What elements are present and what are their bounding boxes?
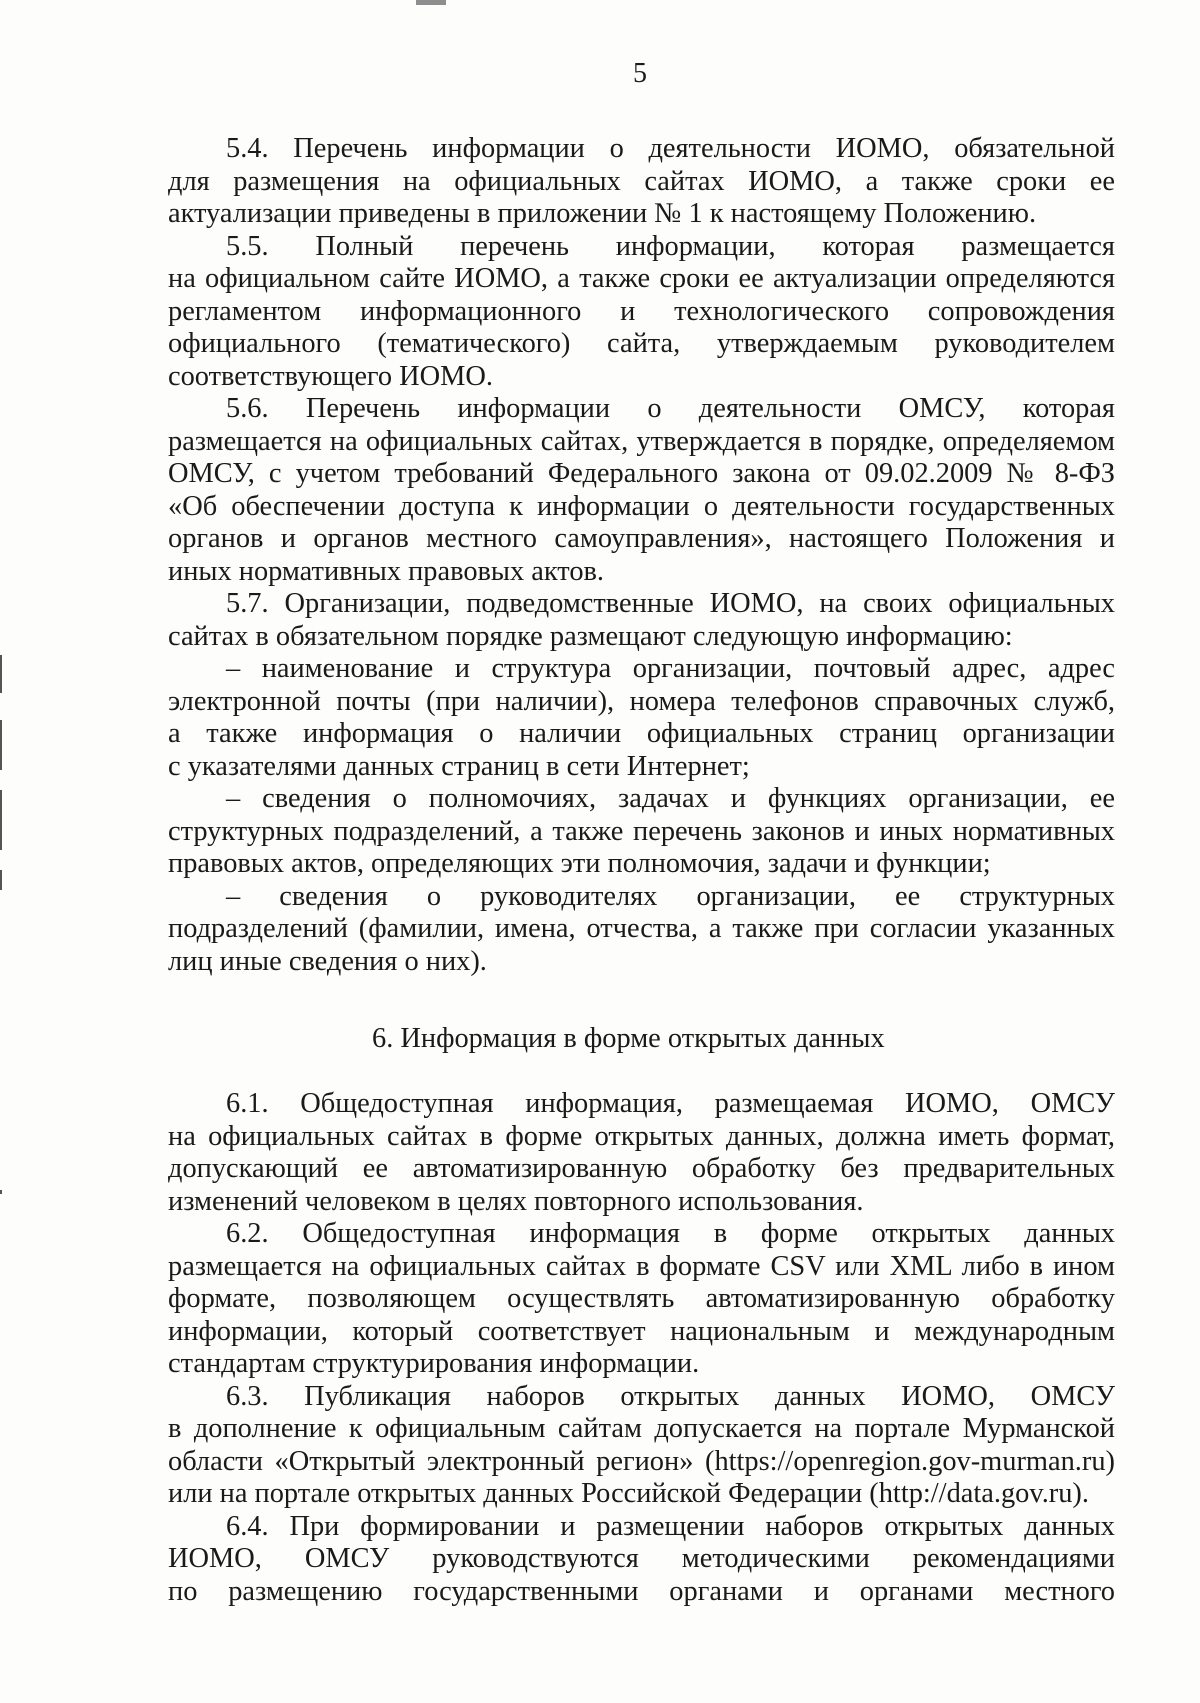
text-line: а также информация о наличии официальных страниц организации bbox=[168, 718, 1115, 749]
text-line: – сведения о полномочиях, задачах и функциях организации, ее bbox=[226, 783, 1115, 814]
text-line: 5.4. Перечень информации о деятельности ИОМО, обязательной bbox=[226, 133, 1115, 164]
text-line: по размещению государственными органами и органами местного bbox=[168, 1575, 1115, 1607]
text-line: актуализации приведены в приложении № 1 к настоящему Положению. bbox=[168, 198, 1037, 229]
text-line: 6.4. При формировании и размещении наборов открытых данных bbox=[226, 1510, 1115, 1542]
text-line: на официальных сайтах в форме открытых данных, должна иметь формат, bbox=[168, 1120, 1115, 1152]
text-line: органов и органов местного самоуправления», настоящего Положения и bbox=[168, 523, 1115, 554]
text-line: 5.7. Организации, подведомственные ИОМО, на своих официальных bbox=[226, 588, 1115, 619]
text-line: в дополнение к официальным сайтам допускается на портале Мурманской bbox=[168, 1413, 1115, 1444]
text-line: с указателями данных страниц в сети Интернет; bbox=[168, 750, 750, 782]
text-line: изменений человеком в целях повторного использования. bbox=[168, 1185, 864, 1217]
text-line: области «Открытый электронный регион» (https://openregion.gov-murman.ru) bbox=[168, 1445, 1115, 1477]
text-line: формате, позволяющем осуществлять автоматизированную обработку bbox=[168, 1283, 1115, 1314]
text-line: 5.5. Полный перечень информации, которая размещается bbox=[226, 230, 1115, 262]
text-line: иных нормативных правовых актов. bbox=[168, 555, 605, 587]
text-line: – наименование и структура организации, почтовый адрес, адрес bbox=[226, 653, 1115, 684]
text-line: «Об обеспечении доступа к информации о деятельности государственных bbox=[168, 490, 1115, 522]
text-line: 5.6. Перечень информации о деятельности ОМСУ, которая bbox=[226, 393, 1115, 424]
text-line: или на портале открытых данных Российской Федерации (http://data.gov.ru). bbox=[168, 1478, 1089, 1509]
text-line: подразделений (фамилии, имена, отчества, а также при согласии указанных bbox=[168, 913, 1115, 944]
page-number: 5 bbox=[633, 58, 647, 89]
text-line: 6.3. Публикация наборов открытых данных ИОМО, ОМСУ bbox=[226, 1380, 1115, 1412]
text-line: ИОМО, ОМСУ руководствуются методическими рекомендациями bbox=[168, 1543, 1115, 1574]
text-line: соответствующего ИОМО. bbox=[168, 360, 494, 392]
text-line: – сведения о руководителях организации, ее структурных bbox=[226, 880, 1115, 912]
text-line: структурных подразделений, а также перечень законов и иных нормативных bbox=[168, 815, 1115, 847]
text-line: 6.2. Общедоступная информация в форме открытых данных bbox=[226, 1218, 1115, 1249]
scan-artifact bbox=[416, 0, 446, 5]
text-line: 6.1. Общедоступная информация, размещаемая ИОМО, ОМСУ bbox=[226, 1088, 1115, 1119]
text-line: допускающий ее автоматизированную обработку без предварительных bbox=[168, 1153, 1115, 1184]
section-6-heading: 6. Информация в форме открытых данных bbox=[372, 1023, 885, 1054]
text-line: стандартам структурирования информации. bbox=[168, 1348, 700, 1379]
text-line: для размещения на официальных сайтах ИОМО, а также сроки ее bbox=[168, 165, 1115, 197]
text-line: на официальном сайте ИОМО, а также сроки ее актуализации определяются bbox=[168, 263, 1115, 294]
text-line: лиц иные сведения о них). bbox=[168, 945, 487, 977]
text-line: официального (тематического) сайта, утверждаемым руководителем bbox=[168, 328, 1115, 359]
scan-margin-marks bbox=[0, 0, 30, 1703]
text-line: ОМСУ, с учетом требований Федерального закона от 09.02.2009 № 8-ФЗ bbox=[168, 458, 1115, 489]
text-line: сайтах в обязательном порядке размещают следующую информацию: bbox=[168, 620, 1013, 652]
text-line: информации, который соответствует национальным и международным bbox=[168, 1315, 1115, 1347]
text-line: размещается на официальных сайтах, утверждается в порядке, определяемом bbox=[168, 425, 1115, 457]
text-line: регламентом информационного и технологического сопровождения bbox=[168, 295, 1115, 327]
text-line: электронной почты (при наличии), номера телефонов справочных служб, bbox=[168, 685, 1115, 717]
section-5-text bbox=[168, 133, 1115, 978]
text-line: размещается на официальных сайтах в формате CSV или XML либо в ином bbox=[168, 1250, 1115, 1282]
text-line: правовых актов, определяющих эти полномочия, задачи и функции; bbox=[168, 848, 991, 879]
section-6-text bbox=[168, 1088, 1115, 1608]
